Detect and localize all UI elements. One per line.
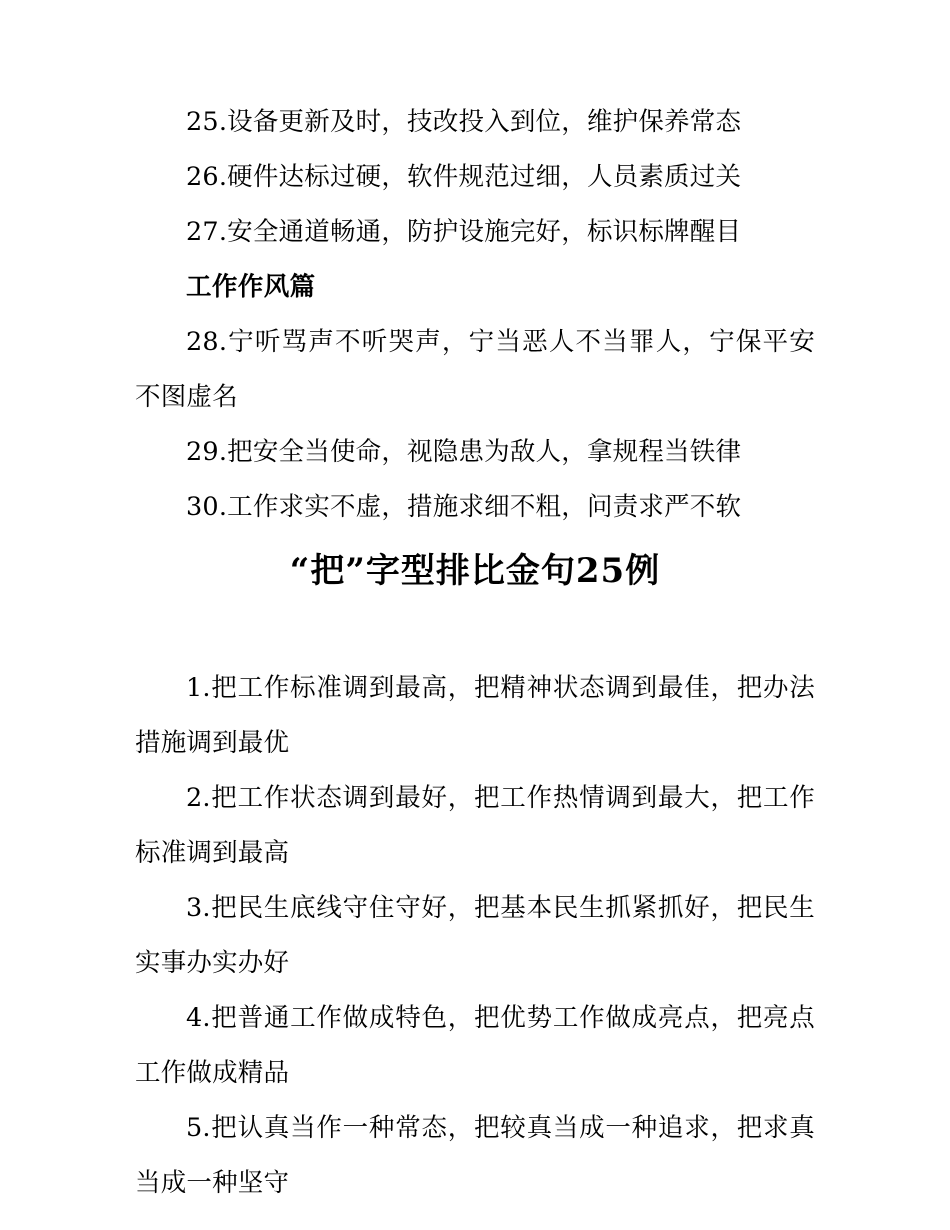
list-item: 4.把普通工作做成特色，把优势工作做成亮点，把亮点工作做成精品 (135, 1003, 815, 1088)
list-item: 25.设备更新及时，技改投入到位，维护保养常态 (186, 107, 742, 137)
list-item: 27.安全通道畅通，防护设施完好，标识标牌醒目 (186, 217, 742, 247)
list-item: 28.宁听骂声不听哭声，宁当恶人不当罪人，宁保平安不图虚名 (135, 327, 815, 412)
list-item: 5.把认真当作一种常态，把较真当成一种追求，把求真当成一种坚守 (135, 1113, 815, 1198)
list-item: 1.把工作标准调到最高，把精神状态调到最佳，把办法措施调到最优 (135, 673, 815, 758)
page-title: “把”字型排比金句25例 (289, 551, 661, 591)
document-body (135, 95, 815, 1211)
list-item: 26.硬件达标过硬，软件规范过细，人员素质过关 (186, 162, 742, 192)
list-item: 2.把工作状态调到最好，把工作热情调到最大，把工作标准调到最高 (135, 783, 815, 868)
list-item: 30.工作求实不虚，措施求细不粗，问责求严不软 (186, 492, 742, 522)
list-item: 3.把民生底线守住守好，把基本民生抓紧抓好，把民生实事办实办好 (135, 893, 815, 978)
list-item: 29.把安全当使命，视隐患为敌人，拿规程当铁律 (186, 437, 742, 467)
title-spacer (135, 599, 815, 661)
section-heading-work-style: 工作作风篇 (186, 272, 316, 302)
